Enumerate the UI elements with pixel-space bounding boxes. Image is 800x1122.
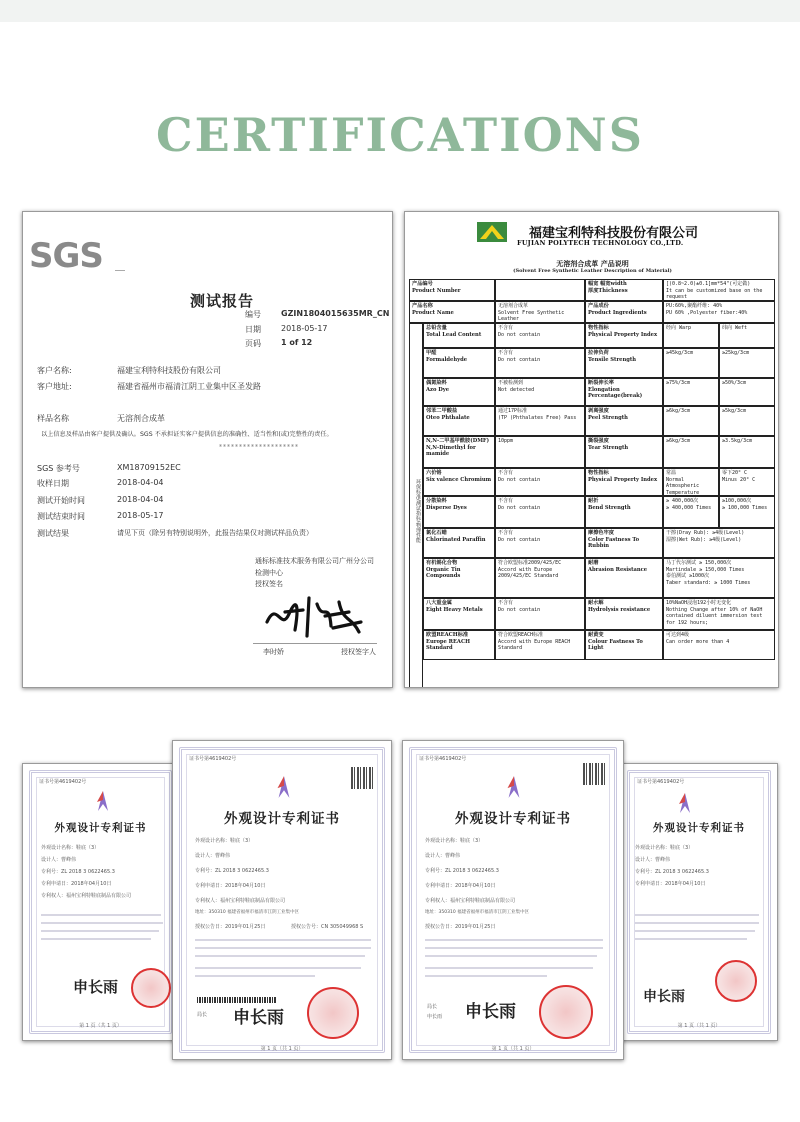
test-item-cell: 偶氮染料 Azo Dye — [423, 378, 495, 406]
sgs-logo-rule — [115, 270, 125, 271]
inventor: 设计人：曹峰伟 — [41, 857, 77, 863]
director-label: 局长 — [427, 1004, 438, 1010]
report-no: GZIN1804015635MR_CN — [281, 309, 390, 318]
inventor: 设计人：曹峰伟 — [195, 853, 231, 859]
official-seal — [131, 968, 171, 1008]
property-warp-cell: 经向 Warp — [663, 323, 719, 348]
test-item-cell: 六价铬 Six valence Chromium — [423, 468, 495, 496]
divider-dots: ******************** — [219, 444, 299, 451]
client-name-label: 客户名称: — [37, 366, 72, 375]
patent-no: 专利号：ZL 2018 3 0622465.3 — [635, 869, 709, 875]
property-weft-cell: 纬向 Weft — [719, 323, 775, 348]
director-signature: 申长雨 — [643, 989, 685, 1005]
property-warp-cell: 常温 Normal Atmospheric Temperature — [663, 468, 719, 496]
filing-date: 专利申请日：2018年04月10日 — [635, 881, 706, 887]
patent-title: 外观设计专利证书 — [224, 811, 340, 827]
test-result-cell: 符合欧盟标准2009/425/EC Accord with Europe 2009/425/EC Standard — [495, 558, 585, 598]
cert-no: 证书号第4619402号 — [419, 756, 467, 762]
test-item-cell: 八大重金属 Eight Heavy Metals — [423, 598, 495, 630]
design-name: 外观设计名称：鞋底（3） — [425, 838, 484, 844]
patent-certificate-2 — [172, 740, 392, 1060]
holder: 专利权人：福州宝利特鞋底制品有限公司 — [195, 898, 286, 904]
official-seal — [307, 987, 359, 1039]
test-result-cell: 不含有 Do not contain — [495, 496, 585, 528]
test-result-cell: 不被检测到 Not detected — [495, 378, 585, 406]
property-warp-cell: ≥6kg/3cm — [663, 406, 719, 436]
test-end: 2018-05-17 — [117, 511, 164, 520]
test-result-cell: 10ppm — [495, 436, 585, 468]
company-logo-icon — [477, 222, 507, 242]
signer-title: 授权签字人 — [341, 648, 376, 656]
body-text-line — [425, 947, 603, 949]
page-label: 页码 — [245, 339, 261, 348]
patent-no: 专利号：ZL 2018 3 0622465.3 — [195, 868, 269, 874]
patent-certificate-1 — [22, 763, 179, 1041]
test-result-cell: 通过17P标准 (TP (Phthalates Free) Pass — [495, 406, 585, 436]
property-value-cell: 10%NaOH浸泡192小时无变化 Nothing Change after 10% of NaOH contained diluent immersion test for 192 hours; — [663, 598, 775, 630]
body-text-line — [635, 930, 755, 932]
spec-label-cell: 产品成份 Product Ingredients — [585, 301, 663, 323]
auth-label: 授权签名 — [255, 580, 283, 588]
patent-emblem-icon — [91, 790, 115, 812]
filing-date: 专利申请日：2018年04月10日 — [425, 883, 496, 889]
spec-value-cell: 无溶剂合成革 Solvent Free Synthetic Leather — [495, 301, 585, 323]
sgs-test-report — [22, 211, 393, 688]
body-text-line — [425, 955, 597, 957]
body-text-line — [41, 930, 159, 932]
property-label-cell: 物性指标 Physical Property Index — [585, 323, 663, 348]
spec-table — [409, 279, 775, 688]
design-name: 外观设计名称：鞋底（3） — [635, 845, 694, 851]
body-text-line — [195, 947, 371, 949]
cert-no: 证书号第4619402号 — [189, 756, 237, 762]
property-weft-cell: ≥50%/3cm — [719, 378, 775, 406]
page-footer: 第 1 页（共 1 页） — [677, 1023, 721, 1029]
property-value-cell: 马丁代尔测试 ≥ 150,000次 Martindale ≥ 150,000 Times 泰伯测试 ≥1000次 Taber standard: ≥ 1000 Times — [663, 558, 775, 598]
address: 地址：350310 福建省福州市福清市江阴工业集中区 — [195, 910, 300, 915]
test-result-cell: 不含有 Do not contain — [495, 323, 585, 348]
spec-value-cell — [495, 279, 585, 301]
test-item-cell: 氯化石蜡 Chlorinated Paraffin — [423, 528, 495, 558]
address: 地址：350310 福建省福州市福清市江阴工业集中区 — [425, 910, 530, 915]
inventor: 设计人：曹峰伟 — [425, 853, 461, 859]
test-result-cell: 符合欧盟REACH标准 Accord with Europe REACH Standard — [495, 630, 585, 660]
sgs-logo: SGS — [29, 236, 103, 276]
grant-date: 授权公告日：2019年01月25日 — [425, 924, 496, 930]
property-label-cell: 断裂伸长率 Elongation Percentage(break) — [585, 378, 663, 406]
sample-label: 样品名称 — [37, 414, 69, 423]
property-label-cell: 摩擦色牢度 Color Fastness To Rubbin — [585, 528, 663, 558]
property-label-cell: 拉伸负荷 Tensile Strength — [585, 348, 663, 378]
property-warp-cell: ≥45kg/3cm — [663, 348, 719, 378]
top-band — [0, 0, 800, 22]
page-footer: 第 1 页（共 1 页） — [491, 1046, 535, 1052]
property-warp-cell: ≥6kg/3cm — [663, 436, 719, 468]
company-name-cn: 福建宝利特科技股份有限公司 — [529, 226, 699, 241]
sgs-report-title: 测试报告 — [190, 292, 255, 310]
design-name: 外观设计名称：鞋底（3） — [41, 845, 100, 851]
recv-date: 2018-04-04 — [117, 478, 164, 487]
property-label-cell: 耐黄变 Colour Fastness To Light — [585, 630, 663, 660]
property-label-cell: 撕裂强度 Tear Strength — [585, 436, 663, 468]
test-item-cell: 欧盟REACH标准 Europe REACH Standard — [423, 630, 495, 660]
cert-no: 证书号第4619402号 — [637, 779, 685, 785]
sgs-ref-label: SGS 参考号 — [37, 464, 80, 473]
disclaimer: 以上信息及样品由客户提供及确认。SGS 不承担证实客户提供信息的准确性、适当性和(或)完整性的责任。 — [41, 431, 333, 438]
result-label: 测试结果 — [37, 529, 69, 538]
patent-no: 专利号：ZL 2018 3 0622465.3 — [41, 869, 115, 875]
product-spec-sheet — [404, 211, 779, 688]
test-result-cell: 不含有 Do not contain — [495, 468, 585, 496]
report-date: 2018-05-17 — [281, 324, 328, 333]
patent-title: 外观设计专利证书 — [455, 811, 571, 827]
property-label-cell: 耐磨 Abrasion Resistance — [585, 558, 663, 598]
director-signature: 申长雨 — [73, 978, 119, 996]
patent-emblem-icon — [501, 775, 527, 799]
result-value: 请见下页（除另有特别说明外，此报告结果仅对测试样品负责） — [117, 529, 313, 537]
body-text-line — [425, 967, 593, 969]
filing-date: 专利申请日：2018年04月10日 — [195, 883, 266, 889]
body-text-line — [195, 967, 361, 969]
page-footer: 第 1 页（共 1 页） — [79, 1023, 122, 1029]
body-text-line — [41, 938, 151, 940]
patent-certificate-4 — [620, 763, 778, 1041]
client-addr: 福建省福州市福清江阴工业集中区圣发路 — [117, 382, 261, 391]
property-label-cell: 耐水解 Hydrolysis resistance — [585, 598, 663, 630]
client-addr-label: 客户地址: — [37, 382, 72, 391]
director-label: 局长 — [197, 1012, 208, 1018]
property-weft-cell: ≥25kg/3cm — [719, 348, 775, 378]
grant-date: 授权公告日：2019年01月25日 — [195, 924, 266, 930]
filing-date: 专利申请日：2018年04月10日 — [41, 881, 112, 887]
property-value-cell: 可达到4级 Can order more than 4 — [663, 630, 775, 660]
holder: 专利权人：福州宝利特鞋底制品有限公司 — [425, 898, 516, 904]
sgs-ref: XM18709152EC — [117, 463, 181, 472]
patent-title: 外观设计专利证书 — [54, 822, 147, 834]
patent-title: 外观设计专利证书 — [653, 822, 745, 834]
body-text-line — [635, 914, 759, 916]
property-warp-cell: ≥ 400,000次 ≥ 400,000 Times — [663, 496, 719, 528]
official-seal — [715, 960, 757, 1002]
patent-emblem-icon — [271, 775, 297, 799]
page-count: 1 of 12 — [281, 338, 313, 347]
org-name: 通标标准技术服务有限公司广州分公司 — [255, 557, 374, 565]
vertical-category-label: 环保标准/测试指标/物理性能 — [409, 323, 423, 688]
property-label-cell: 物性指标 Physical Property Index — [585, 468, 663, 496]
date-label: 日期 — [245, 325, 261, 334]
director-signature: 申长雨 — [233, 1008, 284, 1028]
body-text-line — [195, 939, 371, 941]
test-result-cell: 不含有 Do not contain — [495, 598, 585, 630]
spec-value-cell: [(0.8~2.0)±0.1]mm*54"(可定做) It can be customized base on the request — [663, 279, 775, 301]
test-result-cell: 不含有 Do not contain — [495, 528, 585, 558]
spec-label-cell: 幅宽 幅宽width 厚度Thickness — [585, 279, 663, 301]
property-label-cell: 耐折 Bend Strength — [585, 496, 663, 528]
patent-no: 专利号：ZL 2018 3 0622465.3 — [425, 868, 499, 874]
design-name: 外观设计名称：鞋底（3） — [195, 838, 254, 844]
qr-code-icon — [583, 763, 605, 785]
signer-name: 李时娇 — [263, 648, 284, 656]
signature-image — [259, 592, 369, 640]
test-start-label: 测试开始时间 — [37, 496, 85, 505]
property-weft-cell: 零下20° C Minus 20° C — [719, 468, 775, 496]
qr-code-icon — [351, 767, 373, 789]
director-signature: 申长雨 — [465, 1002, 516, 1022]
property-weft-cell: ≥3.5kg/3cm — [719, 436, 775, 468]
client-name: 福建宝利特科技股份有限公司 — [117, 366, 221, 375]
page-footer: 第 1 页（共 1 页） — [260, 1046, 304, 1052]
patent-certificate-3 — [402, 740, 624, 1060]
page-title: CERTIFICATIONS — [156, 108, 644, 162]
cert-no: 证书号第4619402号 — [39, 779, 87, 785]
test-start: 2018-04-04 — [117, 495, 164, 504]
property-value-cell: 干擦(Dray Rub): ≥4级(Level) 湿擦(Wet Rub): ≥4级(Level) — [663, 528, 775, 558]
doc-title-en: (Solvent Free Synthetic Leather Description of Material) — [513, 268, 672, 274]
test-item-cell: 分散染料 Disperse Dyes — [423, 496, 495, 528]
test-item-cell: 邻苯二甲酸盐 Oteo Phthalate — [423, 406, 495, 436]
doc-title-cn: 无溶剂合成革 产品说明 — [556, 259, 629, 268]
body-text-line — [635, 938, 747, 940]
test-result-cell: 不含有 Do not contain — [495, 348, 585, 378]
company-name-en: FUJIAN POLYTECH TECHNOLOGY CO.,LTD. — [517, 239, 684, 247]
property-weft-cell: ≥100,000次 ≥ 100,000 Times — [719, 496, 775, 528]
inventor: 设计人：曹峰伟 — [635, 857, 671, 863]
body-text-line — [195, 955, 365, 957]
holder: 专利权人：福州宝利特鞋底制品有限公司 — [41, 893, 132, 899]
test-end-label: 测试结束时间 — [37, 512, 85, 521]
body-text-line — [425, 975, 547, 977]
test-item-cell: 总铅含量 Total Lead Content — [423, 323, 495, 348]
recv-label: 收样日期 — [37, 479, 69, 488]
director-name-label: 申长雨 — [427, 1014, 443, 1020]
signature-rule — [253, 643, 377, 644]
body-text-line — [41, 914, 161, 916]
property-weft-cell: ≥5kg/3cm — [719, 406, 775, 436]
grant-no: 授权公告号：CN 305049968 S — [291, 924, 364, 930]
spec-value-cell: PU:60%,聚酯纤维: 40% PU 60% ,Polyester fiber:40% — [663, 301, 775, 323]
body-text-line — [41, 922, 163, 924]
spec-label-cell: 产品名称 Product Name — [409, 301, 495, 323]
property-warp-cell: ≥75%/3cm — [663, 378, 719, 406]
body-text-line — [425, 939, 603, 941]
test-item-cell: 甲醛 Formaldehyde — [423, 348, 495, 378]
patent-emblem-icon — [673, 792, 697, 814]
test-item-cell: 有机锡化合物 Organic Tin Compounds — [423, 558, 495, 598]
sample-value: 无溶剂合成革 — [117, 414, 165, 423]
body-text-line — [195, 975, 315, 977]
test-item-cell: N,N-二甲基甲酰胺(DMF) N,N-Dimethyl for mamide — [423, 436, 495, 468]
property-label-cell: 剥离强度 Peel Strength — [585, 406, 663, 436]
center: 检测中心 — [255, 569, 283, 577]
official-seal — [539, 985, 593, 1039]
body-text-line — [635, 922, 759, 924]
report-no-label: 编号 — [245, 310, 261, 319]
spec-label-cell: 产品编号 Product Number — [409, 279, 495, 301]
